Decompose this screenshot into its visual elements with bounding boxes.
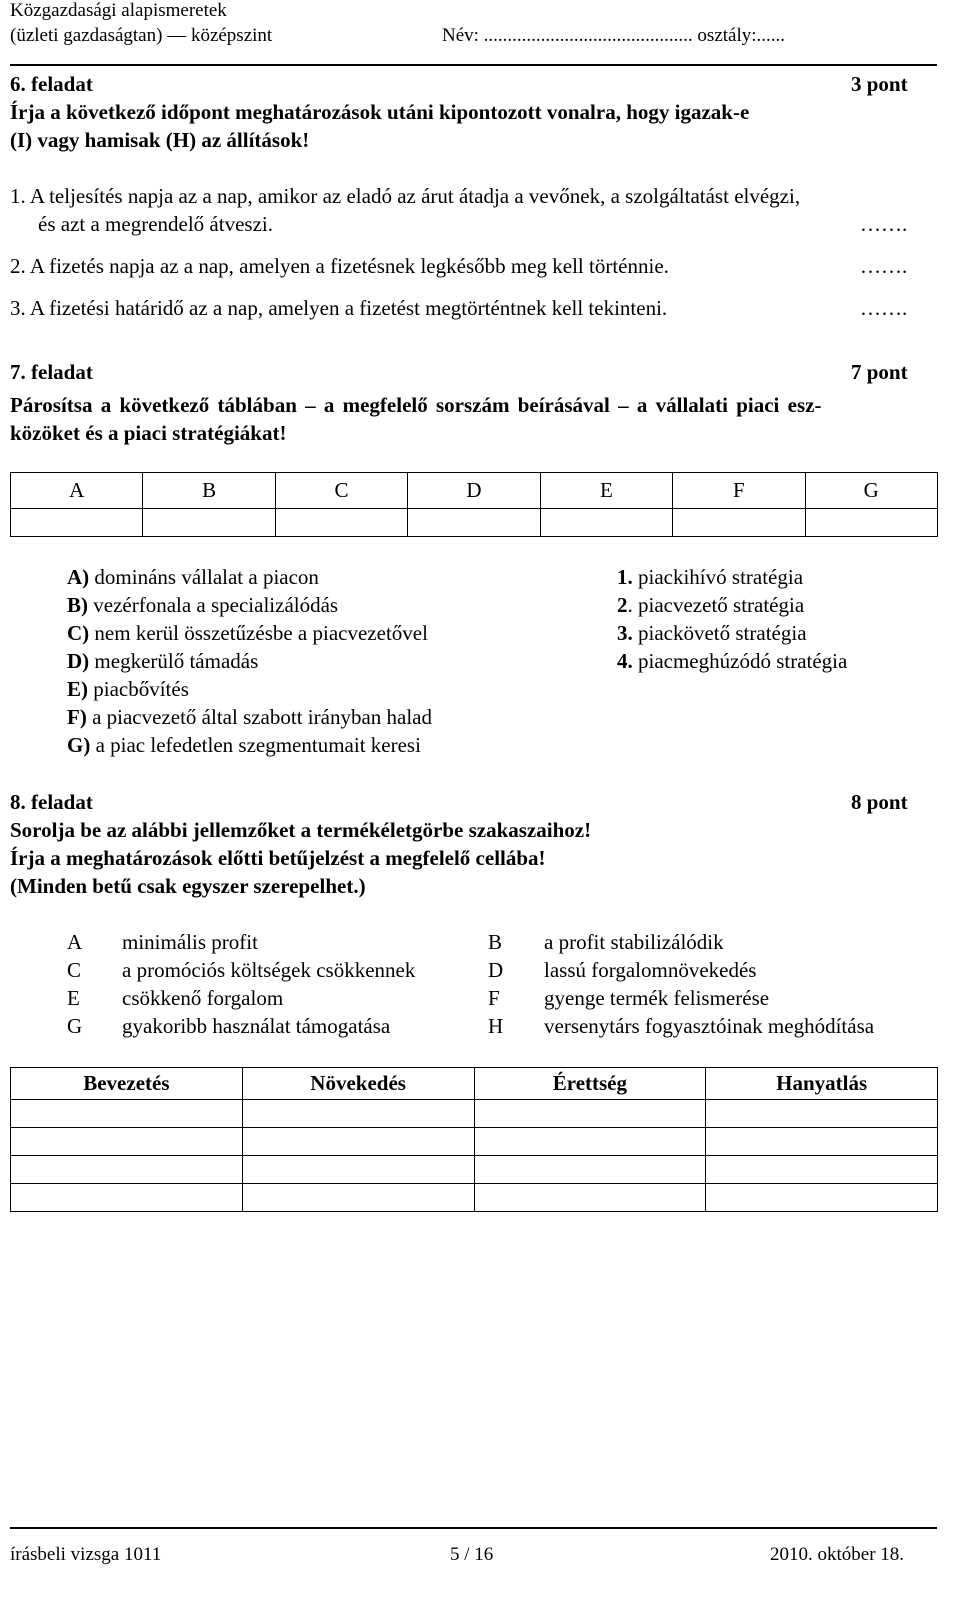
task7-cell-d[interactable] [408, 509, 540, 537]
task8-header-hanyatlas: Hanyatlás [706, 1068, 938, 1100]
task7-tool-key: D) [67, 649, 90, 673]
task7-cell-c[interactable] [275, 509, 407, 537]
task7-tool-f [67, 705, 432, 730]
task8-cell[interactable] [474, 1156, 706, 1184]
task8-cell[interactable] [706, 1184, 938, 1212]
task8-key-h: H [488, 1014, 504, 1038]
task7-header-g: G [805, 473, 937, 509]
task7-tool-key: E) [67, 677, 88, 701]
task7-points: 7 pont [851, 360, 908, 384]
task7-tool-key: G) [67, 733, 91, 757]
task8-cell[interactable] [474, 1128, 706, 1156]
task7-cell-g[interactable] [805, 509, 937, 537]
task7-answer-table [10, 472, 938, 537]
task7-strategy-3 [617, 621, 807, 646]
task6-instruction-1: Írja a következő időpont meghatározások utáni kipontozott vonalra, hogy igazak-e [10, 100, 750, 124]
task7-tool-text: piacbővítés [88, 677, 189, 701]
task6-answer-1[interactable]: ……. [860, 212, 908, 236]
task8-cell[interactable] [242, 1128, 474, 1156]
task7-tool-a [67, 565, 319, 590]
task7-cell-a[interactable] [11, 509, 143, 537]
task8-text-h: versenytárs fogyasztóinak meghódítása [544, 1014, 875, 1038]
task8-cell[interactable] [706, 1100, 938, 1128]
task8-header-erettseg: Érettség [474, 1068, 706, 1100]
task8-answer-table [10, 1067, 938, 1212]
task8-header-novekedes: Növekedés [242, 1068, 474, 1100]
task7-tool-key: A) [67, 565, 90, 589]
task7-strategy-2 [617, 593, 804, 618]
footer-date: 2010. október 18. [770, 1544, 905, 1565]
task6-item-2: 2. A fizetés napja az a nap, amelyen a fizetésnek legkésőbb meg kell történnie. [10, 254, 669, 278]
task7-tool-text: a piac lefedetlen szegmentumait keresi [90, 733, 421, 757]
task8-text-d: lassú forgalomnövekedés [544, 958, 757, 982]
header-rule [10, 64, 937, 66]
footer-rule [10, 1527, 937, 1529]
task8-key-d: D [488, 958, 504, 982]
task8-cell[interactable] [11, 1100, 243, 1128]
task7-header-a: A [11, 473, 143, 509]
task8-cell[interactable] [242, 1184, 474, 1212]
task7-cell-e[interactable] [540, 509, 672, 537]
task7-tool-b [67, 593, 338, 618]
task8-cell[interactable] [242, 1156, 474, 1184]
task8-key-e: E [67, 986, 80, 1010]
task6-item-3: 3. A fizetési határidő az a nap, amelyen a fizetést megtörténtnek kell tekinteni. [10, 296, 668, 320]
task8-cell[interactable] [706, 1128, 938, 1156]
task7-strategy-4 [617, 649, 847, 674]
task8-cell[interactable] [474, 1184, 706, 1212]
footer-exam-code: írásbeli vizsga 1011 [10, 1544, 162, 1565]
task7-strategy-key: 3. [617, 621, 633, 645]
name-class-field: Név: ............................................ osztály:...... [442, 25, 786, 46]
task7-header-c: C [275, 473, 407, 509]
task8-cell[interactable] [242, 1100, 474, 1128]
task7-tool-text: a piacvezető által szabott irányban halad [86, 705, 432, 729]
task7-tool-text: megkerülő támadás [89, 649, 259, 673]
task7-tool-g [67, 733, 421, 758]
task8-text-e: csökkenő forgalom [122, 986, 284, 1010]
task7-strategy-key: 1. [617, 565, 633, 589]
task7-strategy-key: 4. [617, 649, 633, 673]
task8-cell[interactable] [11, 1128, 243, 1156]
task7-tool-key: F) [67, 705, 87, 729]
task8-points: 8 pont [851, 790, 908, 814]
task8-key-f: F [488, 986, 500, 1010]
subject-title-line1: Közgazdasági alapismeretek [10, 0, 227, 21]
task7-tool-text: nem kerül összetűzésbe a piacvezetővel [89, 621, 428, 645]
task8-text-c: a promóciós költségek csökkennek [122, 958, 416, 982]
task7-title: 7. feladat [10, 360, 93, 384]
task8-cell[interactable] [11, 1184, 243, 1212]
task7-header-f: F [673, 473, 805, 509]
footer-page-number: 5 / 16 [450, 1544, 494, 1565]
task8-key-c: C [67, 958, 82, 982]
task7-tool-c [67, 621, 428, 646]
task6-answer-2[interactable]: ……. [860, 254, 908, 278]
task8-cell[interactable] [706, 1156, 938, 1184]
task7-strategy-text: piackihívó stratégia [632, 565, 804, 589]
subject-title-line2: (üzleti gazdaságtan) — középszint [10, 25, 273, 46]
task7-tool-text: domináns vállalat a piacon [89, 565, 319, 589]
task8-cell[interactable] [474, 1100, 706, 1128]
task7-header-b: B [143, 473, 275, 509]
task6-points: 3 pont [851, 72, 908, 96]
task7-tool-key: C) [67, 621, 90, 645]
task7-header-d: D [408, 473, 540, 509]
task8-key-a: A [67, 930, 83, 954]
task8-cell[interactable] [11, 1156, 243, 1184]
task7-strategy-text: piackövető stratégia [632, 621, 807, 645]
task8-text-a: minimális profit [122, 930, 258, 954]
task7-tool-text: vezérfonala a specializálódás [88, 593, 339, 617]
task7-strategy-1 [617, 565, 803, 590]
task6-answer-3[interactable]: ……. [860, 296, 908, 320]
task7-cell-f[interactable] [673, 509, 805, 537]
task8-key-g: G [67, 1014, 83, 1038]
task7-instruction-2: közöket és a piaci stratégiákat! [10, 421, 287, 445]
task8-key-b: B [488, 930, 503, 954]
task7-cell-b[interactable] [143, 509, 275, 537]
task6-item-1-cont: és azt a megrendelő átveszi. [38, 212, 273, 236]
task7-header-e: E [540, 473, 672, 509]
task6-instruction-2: (I) vagy hamisak (H) az állítások! [10, 128, 310, 152]
task8-instruction-2: Írja a meghatározások előtti betűjelzést a megfelelő cellába! [10, 846, 546, 870]
task8-text-b: a profit stabilizálódik [544, 930, 724, 954]
task7-tool-d [67, 649, 258, 674]
task7-strategy-key: 2 [617, 593, 628, 617]
task8-instruction-1: Sorolja be az alábbi jellemzőket a termékéletgörbe szakaszaihoz! [10, 818, 592, 842]
task8-header-bevezetes: Bevezetés [11, 1068, 243, 1100]
task6-title: 6. feladat [10, 72, 93, 96]
task8-text-g: gyakoribb használat támogatása [122, 1014, 391, 1038]
task7-tool-key: B) [67, 593, 88, 617]
task7-tool-e [67, 677, 189, 702]
task7-strategy-text: piacmeghúzódó stratégia [632, 649, 848, 673]
task8-instruction-3: (Minden betű csak egyszer szerepelhet.) [10, 874, 366, 898]
task7-strategy-text: . piacvezető stratégia [627, 593, 805, 617]
task6-item-1: 1. A teljesítés napja az a nap, amikor az eladó az árut átadja a vevőnek, a szolgáltatást elvégzi, [10, 184, 801, 208]
task7-instruction-1: Párosítsa a következő táblában – a megfelelő sorszám beírásával – a vállalati piaci esz- [10, 393, 822, 417]
task8-text-f: gyenge termék felismerése [544, 986, 770, 1010]
task8-title: 8. feladat [10, 790, 93, 814]
